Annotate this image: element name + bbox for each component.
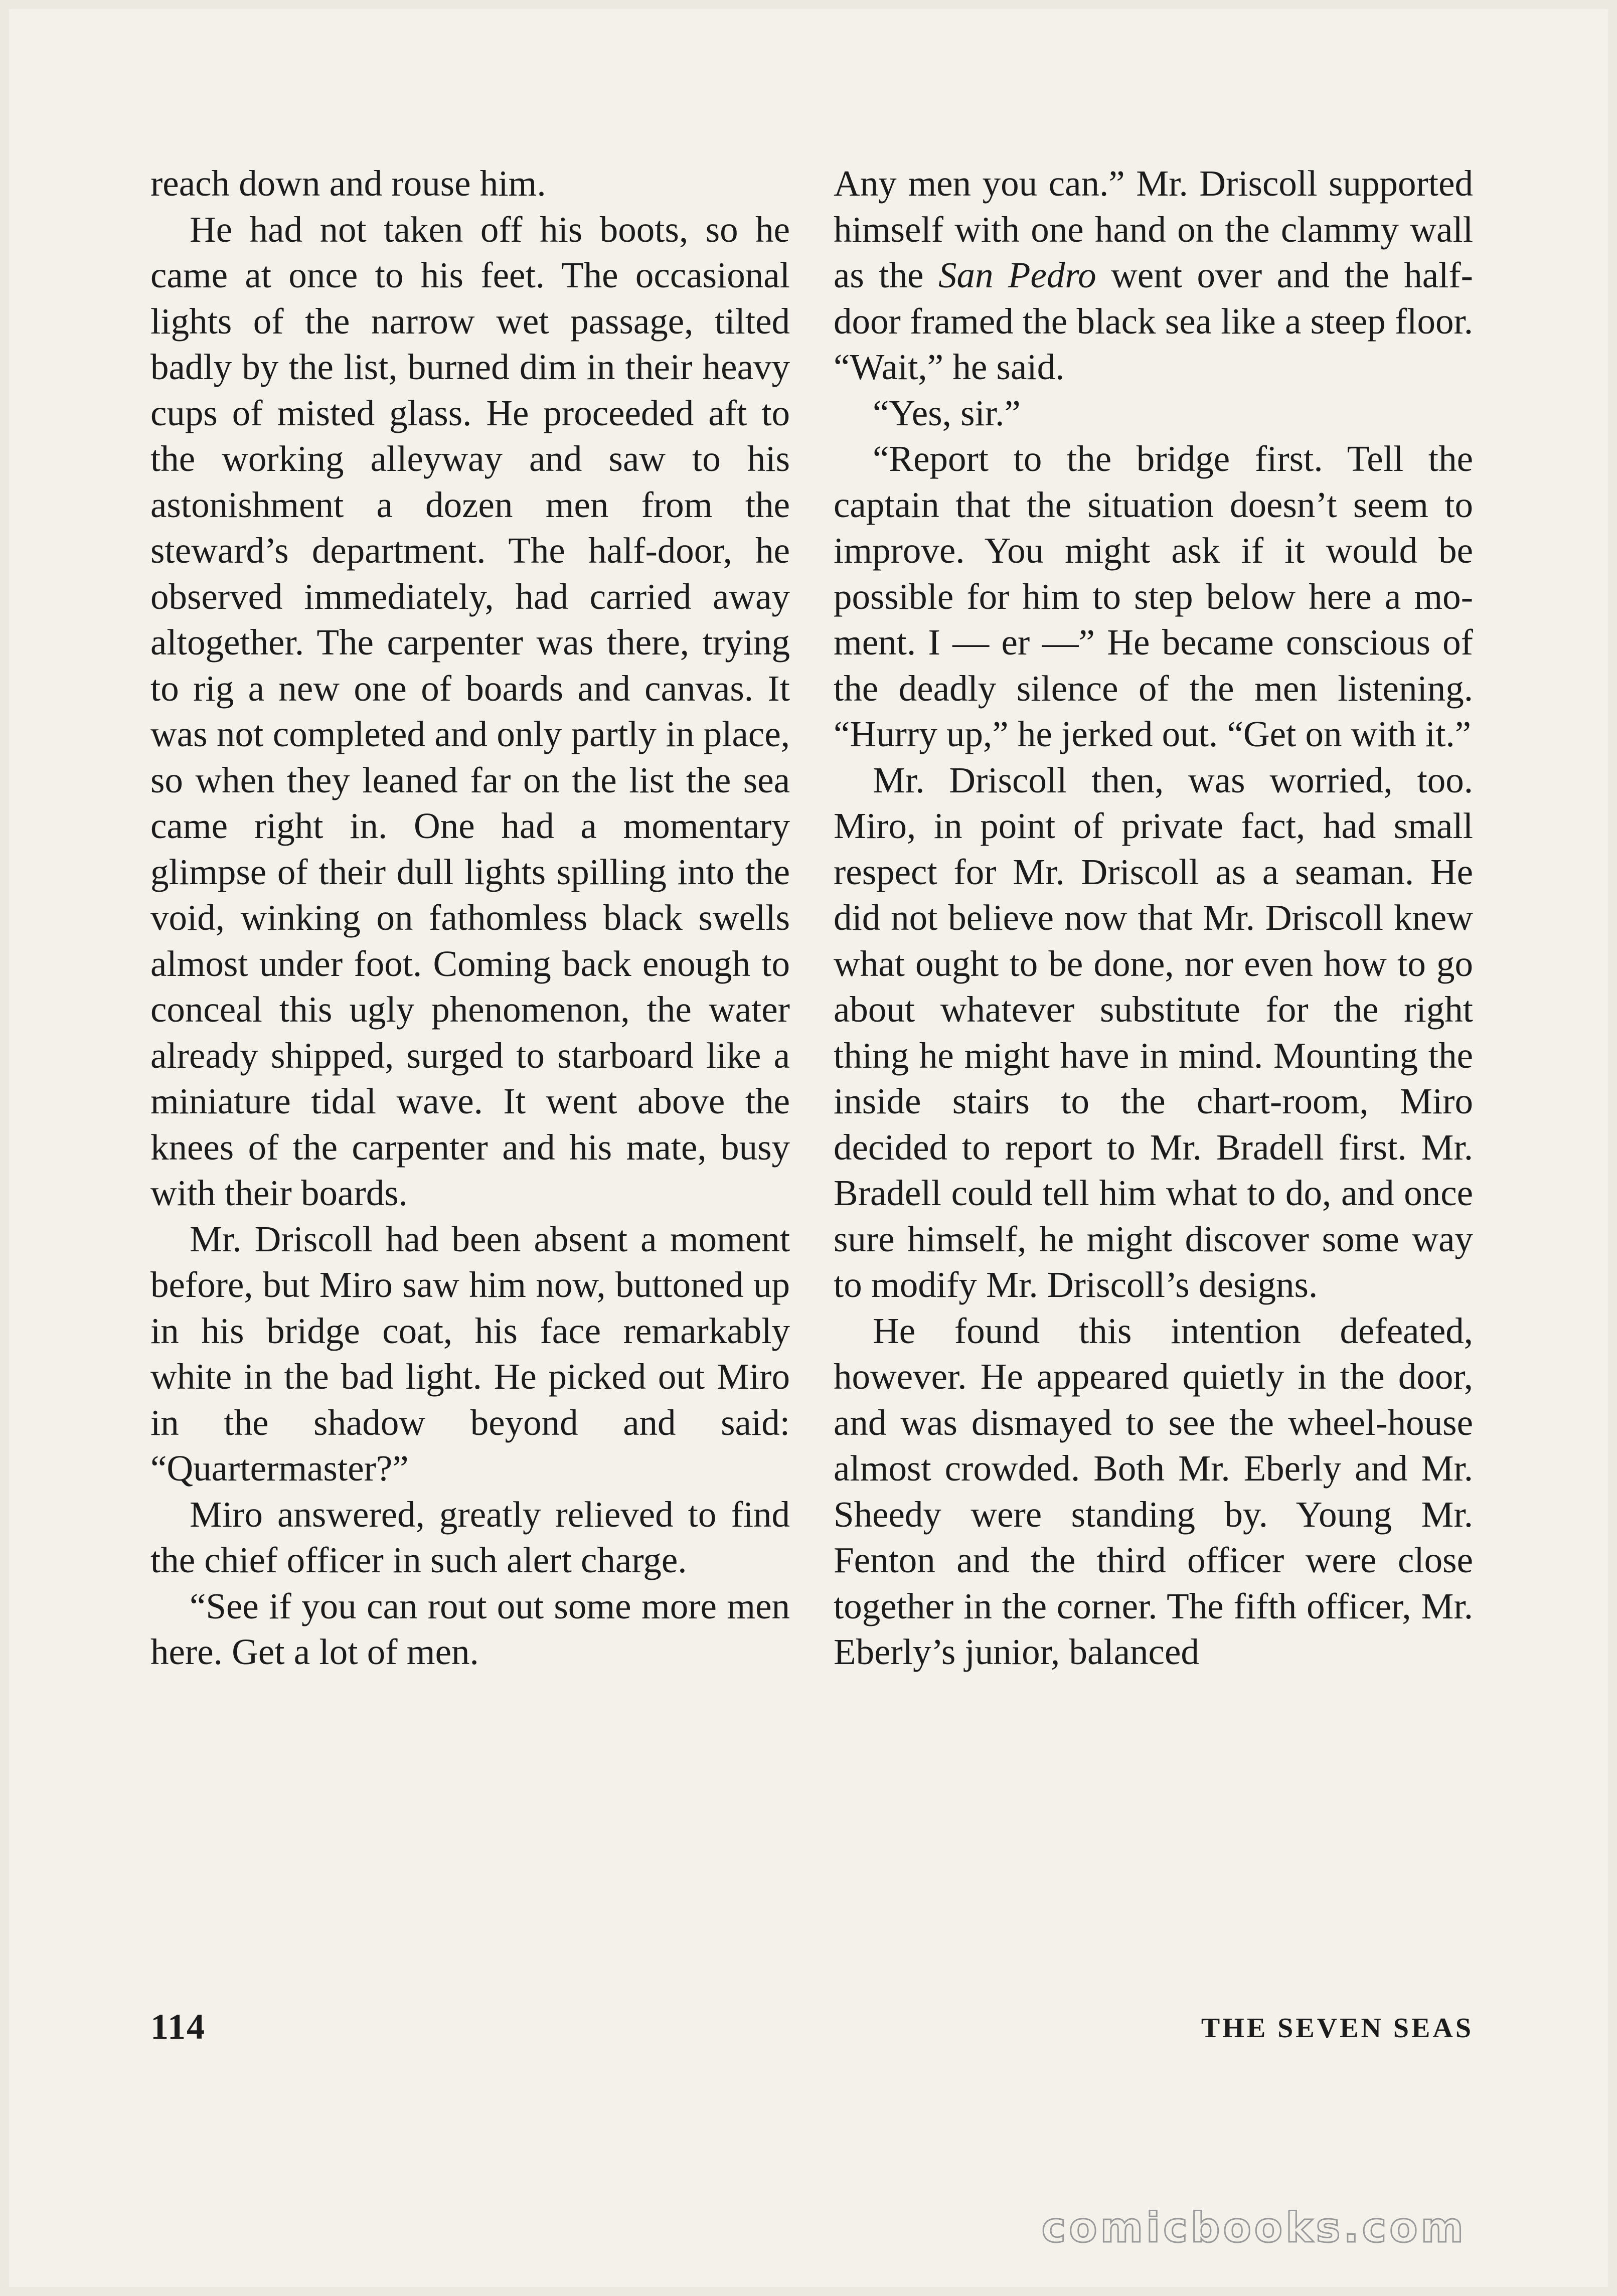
paragraph: He had not taken off his boots, so he came at once to his feet. The occasional lights of the narrow wet passage, tilted badly by the list, burned dim in their heavy cups of misted glass. He proceeded aft to the working alleyway and saw to his astonishment a dozen men from the steward’s department. The half-door, he observed immediately, had carried away altogether. The carpenter was there, trying to rig a new one of boards and canvas. It was not completed and only partly in place, so when they leaned far on the list the sea came right in. One had a momentary glimpse of their dull lights spilling into the void, winking on fathomless black swells almost under foot. Coming back enough to conceal this ugly phenomenon, the water already shipped, surged to starboard like a miniature tidal wave. It went above the knees of the carpenter and his mate, busy with their boards.: [150, 209, 790, 1213]
paragraph: [834, 160, 1473, 390]
page-number: 114: [150, 2007, 206, 2047]
right-column: [834, 160, 1473, 1675]
paragraph: Miro answered, greatly relieved to find the chief officer in such alert charge.: [150, 1494, 790, 1580]
paragraph: reach down and rouse him.: [150, 163, 546, 204]
paragraph: Mr. Driscoll then, was worried, too. Miro, in point of private fact, had small respect for Mr. Driscoll as a seaman. He did not believe now that Mr. Driscoll knew what ought to be done, nor even how to go about whatever substitute for the right thing he might have in mind. Mounting the inside stairs to the chart-room, Miro decided to report to Mr. Bradell first. Mr. Bradell could tell him what to do, and once sure himself, he might discover some way to modify Mr. Driscoll’s designs.: [834, 759, 1473, 1305]
paragraph-text: Any men you can.” Mr. Driscoll supported himself with one hand on the clammy wall as the: [834, 163, 1473, 295]
paragraph: “Yes, sir.”: [873, 392, 1021, 433]
paragraph: “See if you can rout out some more men here. Get a lot of men.: [150, 1585, 790, 1672]
paragraph: Mr. Driscoll had been absent a moment before, but Miro saw him now, buttoned up in his bridge coat, his face remarkably white in the bad light. He picked out Miro in the shadow beyond and said: “Quartermaster?”: [150, 1218, 790, 1489]
running-title: THE SEVEN SEAS: [1201, 2013, 1474, 2044]
paragraph: He found this intention defeated, however. He appeared quietly in the door, and was dismayed to see the wheel-house almost crowded. Both Mr. Eberly and Mr. Sheedy were standing by. Young Mr. Fenton and the third officer were close together in the corner. The fifth officer, Mr. Eberly’s junior, balanced: [834, 1310, 1473, 1672]
paragraph-text: went over and the half-door framed the black sea like a steep floor. “Wait,” he said.: [834, 255, 1473, 387]
ship-name: San Pedro: [938, 255, 1096, 295]
watermark: comicbooks.com: [1041, 2204, 1467, 2252]
left-column: [150, 160, 790, 1675]
page-footer: [150, 2006, 1474, 2051]
paragraph: “Report to the bridge first. Tell the captain that the situation doesn’t seem to improve. You might ask if it would be possible for him to step below here a moment. I — er —” He became conscious of the deadly silence of the men listening. “Hurry up,” he jerked out. “Get on with it.”: [834, 438, 1473, 754]
